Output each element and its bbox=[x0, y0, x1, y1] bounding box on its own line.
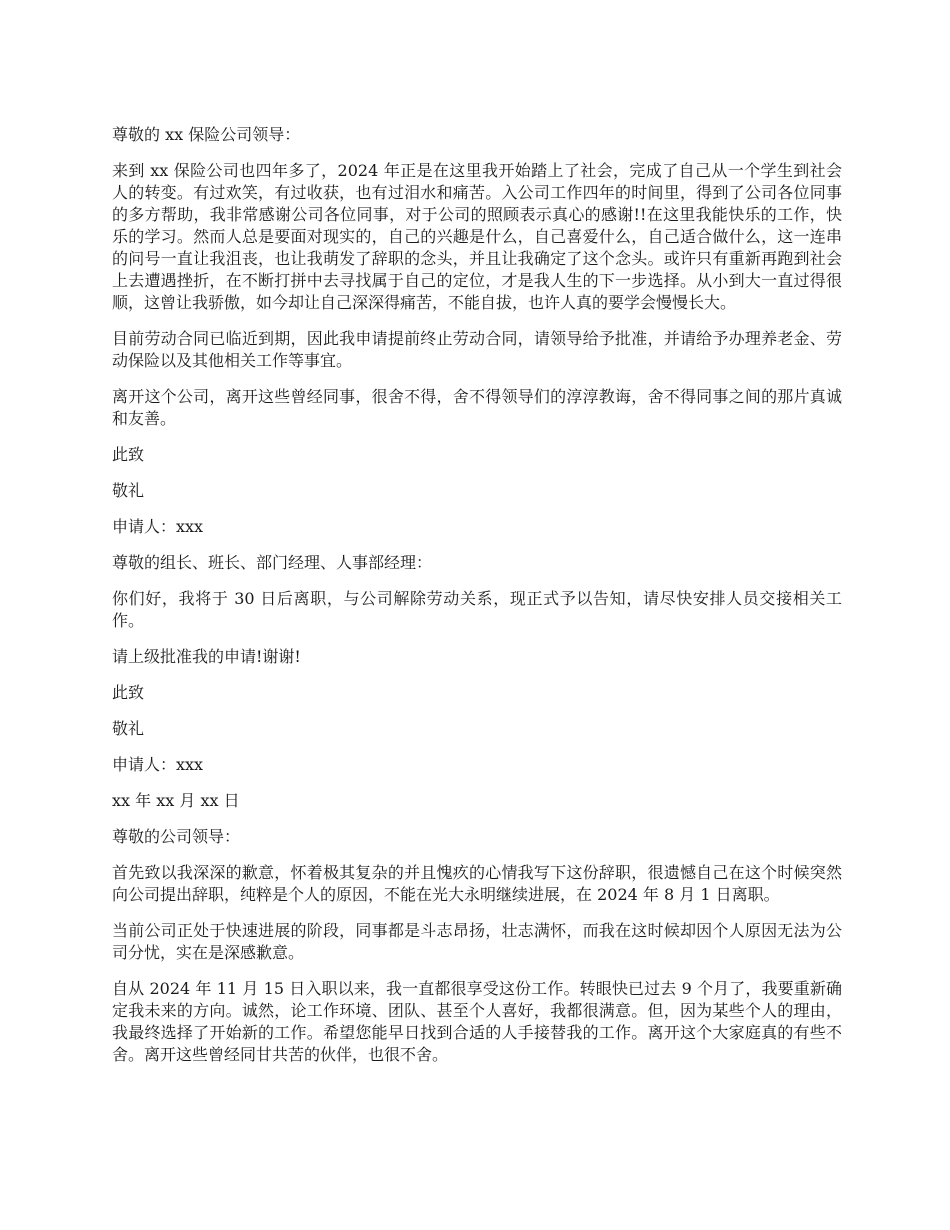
salutation-2: 尊敬的组长、班长、部门经理、人事部经理： bbox=[112, 553, 433, 572]
date-line: xx 年 xx 月 xx 日 bbox=[112, 791, 240, 810]
body-paragraph: 你们好，我将于 30 日后离职，与公司解除劳动关系，现正式予以告知，请尽快安排人员交接相关工作。 bbox=[112, 589, 842, 630]
applicant-signature: 申请人：xxx bbox=[112, 755, 204, 774]
body-paragraph: 自从 2024 年 11 月 15 日入职以来，我一直都很享受这份工作。转眼快已过去 9 个月了，我要重新确定我未来的方向。诚然，论工作环境、团队、甚至个人喜好，我都很满意。但，因为某些个人的理由，我最终选择了开始新的工作。希望您能早日找到合适的人手接替我的工作。离开这个大家庭真的有些不舍。离开这些曾经同甘共苦的伙伴，也很不舍。 bbox=[112, 979, 842, 1064]
body-paragraph: 首先致以我深深的歉意，怀着极其复杂的并且愧疚的心情我写下这份辞职，很遗憾自己在这个时候突然向公司提出辞职，纯粹是个人的原因，不能在光大永明继续进展，在 2024 年 8 月 1 日离职。 bbox=[112, 863, 842, 904]
body-paragraph: 当前公司正处于快速进展的阶段，同事都是斗志昂扬，壮志满怀，而我在这时候却因个人原因无法为公司分忧，实在是深感歉意。 bbox=[112, 921, 842, 962]
applicant-signature: 申请人：xxx bbox=[112, 517, 204, 536]
closing-jingli: 敬礼 bbox=[112, 719, 145, 738]
body-paragraph: 目前劳动合同已临近到期，因此我申请提前终止劳动合同，请领导给予批准，并请给予办理养老金、劳动保险以及其他相关工作等事宜。 bbox=[112, 329, 842, 370]
body-paragraph: 请上级批准我的申请!谢谢! bbox=[112, 647, 301, 666]
closing-jingli: 敬礼 bbox=[112, 481, 145, 500]
salutation-1: 尊敬的 xx 保险公司领导： bbox=[112, 125, 301, 144]
closing-zhici: 此致 bbox=[112, 445, 145, 464]
closing-zhici: 此致 bbox=[112, 683, 145, 702]
body-paragraph: 来到 xx 保险公司也四年多了，2024 年正是在这里我开始踏上了社会，完成了自己从一个学生到社会人的转变。有过欢笑，有过收获，也有过泪水和痛苦。入公司工作四年的时间里，得到了公司各位同事的多方帮助，我非常感谢公司各位同事，对于公司的照顾表示真心的感谢!!在这里我能快乐的工作，快乐的学习。然而人总是要面对现实的，自己的兴趣是什么，自己喜爱什么，自己适合做什么，这一连串的问号一直让我沮丧，也让我萌发了辞职的念头，并且让我确定了这个念头。或许只有重新再跑到社会上去遭遇挫折，在不断打拼中去寻找属于自己的定位，才是我人生的下一步选择。从小到大一直过得很顺，这曾让我骄傲，如今却让自己深深得痛苦，不能自拔，也许人真的要学会慢慢长大。 bbox=[112, 161, 842, 312]
document-body bbox=[112, 124, 842, 1080]
salutation-3: 尊敬的公司领导： bbox=[112, 827, 241, 846]
body-paragraph: 离开这个公司，离开这些曾经同事，很舍不得，舍不得领导们的淳淳教诲，舍不得同事之间的那片真诚和友善。 bbox=[112, 387, 842, 428]
